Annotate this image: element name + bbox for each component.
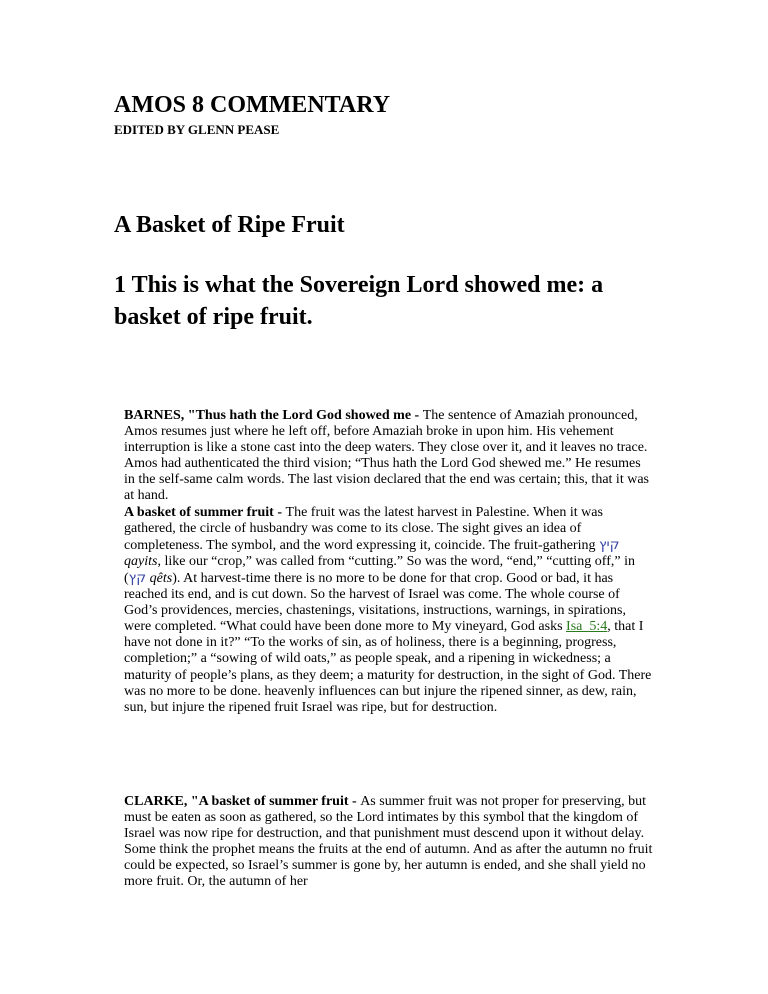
verse-text: 1 This is what the Sovereign Lord showed me: a basket of ripe fruit. [114,272,604,330]
clarke-paragraph [114,794,654,891]
transliteration-qayits: qayits [124,553,158,569]
barnes-paragraph-1 [114,408,654,505]
barnes-text-2a: The fruit was the latest harvest in Palestine. When it was gathered, the circle of husbandry was come to its close. The sight gives an idea of completeness. The symbol, and the word expressing it, coincide. The fruit-gathering [124,504,603,553]
barnes-lead: BARNES, "Thus hath the Lord God showed me - [124,408,423,423]
scripture-reference-link[interactable]: Isa_5:4 [566,619,608,635]
hebrew-word-qayits: קיץ [598,536,620,553]
hebrew-word-qets: קץ [128,569,147,586]
clarke-commentary [114,794,654,891]
clarke-lead: CLARKE, "A basket of summer fruit - [124,794,361,809]
clarke-text: As summer fruit was not proper for preserving, but must be eaten as soon as gathered, so the Lord intimates by this symbol that the kingdom of Israel was now ripe for destruction, and that punishment must descend upon it without delay. Some think the prophet means the fruits at the end of autumn. And as after the autumn no fruit could be expected, so Israel’s summer is gone by, her autumn is ended, and she shall yield no more fruit. Or, the autumn of her [124,794,653,890]
barnes-text-2b: , like our “crop,” was called from “cutting.” So was the word, “end,” “cutting off,” in ( [124,553,635,586]
barnes-text-2d: , that I have not done in it?” “To the works of sin, as of holiness, there is a beginning, progress, completion;” a “sowing of wild oats,” as people speak, and a ripening in wickedness; a maturity of people’s plans, as they deem; a maturity for destruction, in the sight of God. There was no more to be done. heavenly influences can but injure the ripened sinner, as dew, rain, sun, but injure the ripened fruit Israel was ripe, but for destruction. [124,619,652,715]
document-title: AMOS 8 COMMENTARY [114,92,391,118]
section-heading: A Basket of Ripe Fruit [114,212,345,238]
barnes-commentary [114,408,654,716]
editor-line: EDITED BY GLENN PEASE [114,122,280,137]
barnes-paragraph-2 [114,505,654,716]
barnes-lead-2: A basket of summer fruit - [124,504,286,520]
transliteration-qets: qêts [149,570,173,586]
barnes-text-1: The sentence of Amaziah pronounced, Amos resumes just where he left off, before Amaziah broke in upon him. His vehement interruption is like a stone cast into the deep waters. They close over it, and it leaves no trace. Amos had authenticated the third vision; “Thus hath the Lord God shewed me.” He resumes in the self-same calm words. The last vision declared that the end was certain; this, that it was at hand. [124,408,649,504]
barnes-text-2c: ). At harvest-time there is no more to be done for that crop. Good or bad, it has reached its end, and is cut down. So the harvest of Israel was come. The whole course of God’s providences, mercies, chastenings, visitations, instructions, warnings, in spirations, were completed. “What could have been done more to My vineyard, God asks [124,570,626,635]
